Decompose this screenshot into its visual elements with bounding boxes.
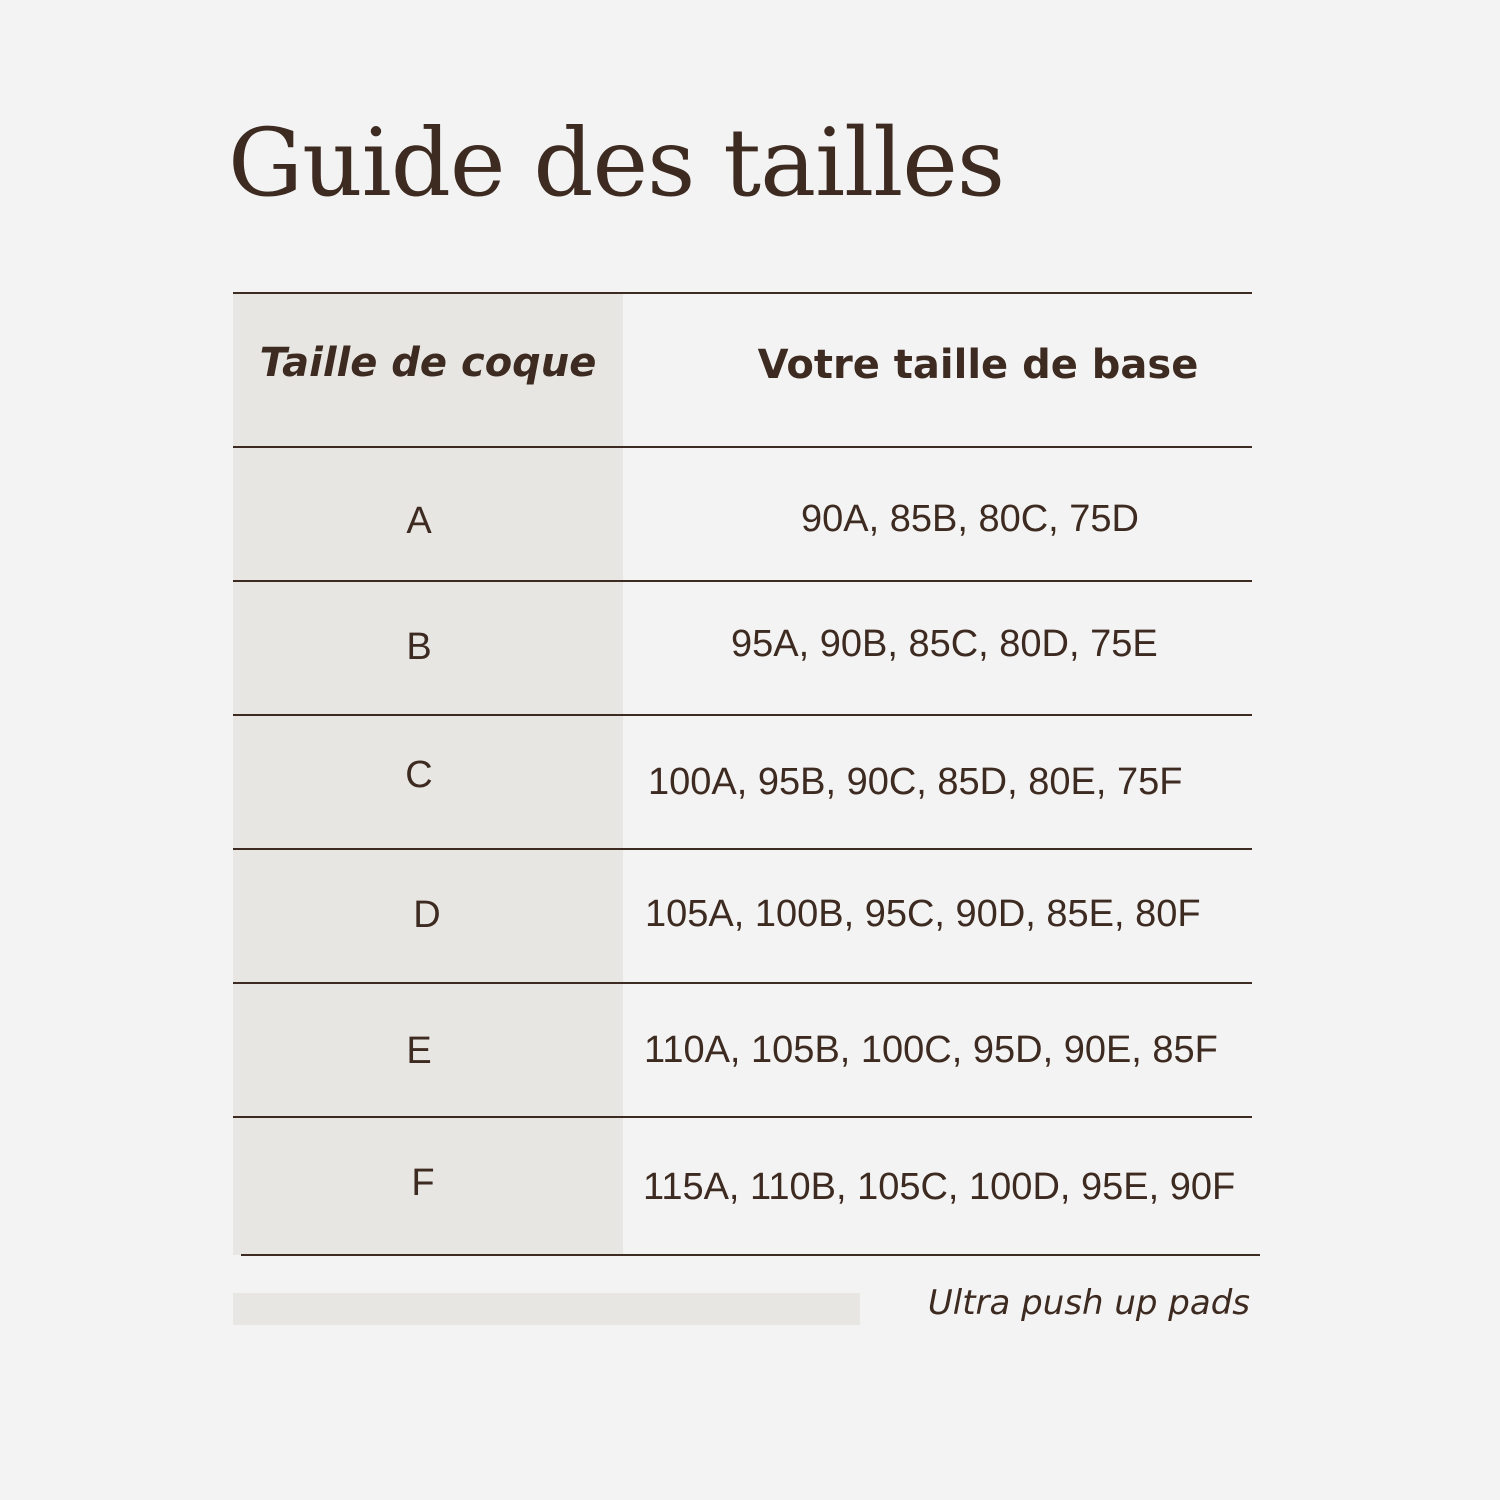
base-sizes-cell: 105A, 100B, 95C, 90D, 85E, 80F [645, 893, 1201, 935]
cup-size-cell: D [413, 894, 441, 936]
table-divider [241, 1254, 1260, 1256]
column-header-base-size: Votre taille de base [757, 342, 1199, 388]
table-divider [233, 292, 1252, 294]
table-divider [233, 982, 1252, 984]
cup-size-cell: E [406, 1030, 432, 1072]
table-divider [233, 1116, 1252, 1118]
base-sizes-cell: 110A, 105B, 100C, 95D, 90E, 85F [644, 1029, 1218, 1071]
column-header-cup-size: Taille de coque [259, 340, 597, 386]
legend-label: Ultra push up pads [927, 1283, 1250, 1323]
base-sizes-cell: 90A, 85B, 80C, 75D [801, 498, 1139, 540]
table-divider [233, 580, 1252, 582]
page-title: Guide des tailles [228, 109, 1005, 218]
table-divider [233, 446, 1252, 448]
cup-size-cell: A [406, 500, 432, 542]
cup-size-cell: C [405, 754, 433, 796]
base-sizes-cell: 115A, 110B, 105C, 100D, 95E, 90F [643, 1166, 1236, 1208]
base-sizes-cell: 100A, 95B, 90C, 85D, 80E, 75F [648, 761, 1183, 803]
cup-size-cell: F [411, 1162, 435, 1204]
legend-swatch [233, 1293, 860, 1325]
table-divider [233, 848, 1252, 850]
cup-size-cell: B [406, 626, 432, 668]
table-divider [233, 714, 1252, 716]
base-sizes-cell: 95A, 90B, 85C, 80D, 75E [731, 623, 1158, 665]
